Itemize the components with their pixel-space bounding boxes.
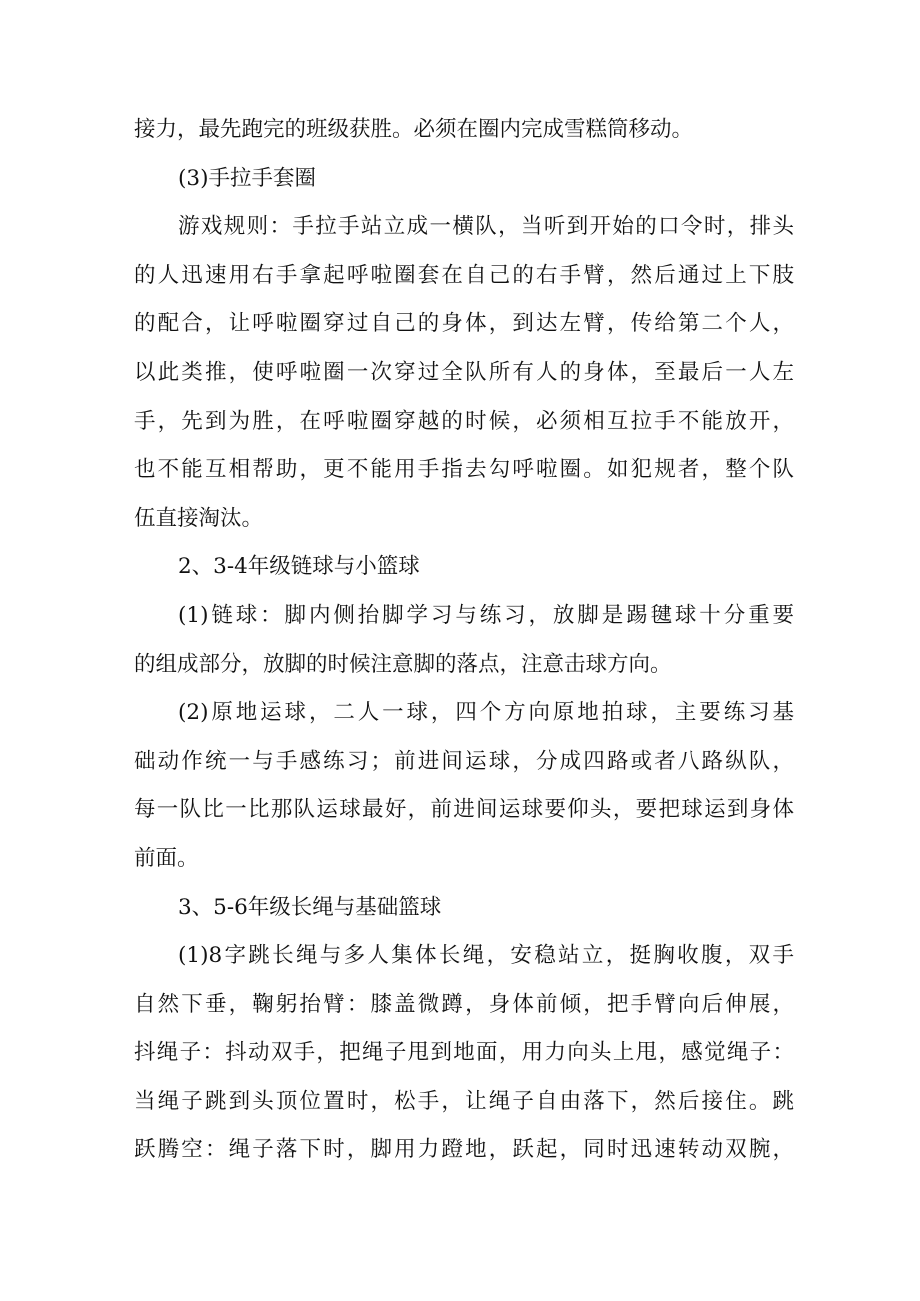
text-line: 接力，最先跑完的班级获胜。必须在圈内完成雪糕筒移动。: [134, 117, 694, 142]
text-line: 跃腾空：绳子落下时，脚用力蹬地，跃起，同时迅速转动双腕，: [134, 1137, 794, 1163]
text-line: 自然下垂，鞠躬抬臂：膝盖微蹲，身体前倾，把手臂向后伸展，: [134, 991, 794, 1017]
text-line: 的配合，让呼啦圈穿过自己的身体，到达左臂，传给第二个人，: [134, 311, 794, 337]
body-text: [134, 106, 794, 1175]
text-line: (1)8字跳长绳与多人集体长绳，安稳站立，挺胸收腹，双手: [178, 943, 794, 969]
text-line: (3)手拉手套圈: [178, 165, 316, 191]
text-line: 础动作统一与手感练习；前进间运球，分成四路或者八路纵队，: [134, 748, 794, 774]
text-line: 当绳子跳到头顶位置时，松手，让绳子自由落下，然后接住。跳: [134, 1088, 794, 1114]
text-line: 手，先到为胜，在呼啦圈穿越的时候，必须相互拉手不能放开，: [134, 408, 794, 434]
text-line: 每一队比一比那队运球最好，前进间运球要仰头，要把球运到身体: [134, 797, 794, 823]
text-line: 的组成部分，放脚的时候注意脚的落点，注意击球方向。: [134, 651, 672, 677]
text-line: 前面。: [134, 845, 199, 871]
text-line: 2、3-4年级链球与小篮球: [178, 554, 420, 580]
text-line: 3、5-6年级长绳与基础篮球: [178, 894, 442, 920]
text-line: 也不能互相帮助，更不能用手指去勾呼啦圈。如犯规者，整个队: [134, 457, 794, 483]
text-line: 伍直接淘汰。: [134, 505, 264, 531]
text-line: 以此类推，使呼啦圈一次穿过全队所有人的身体，至最后一人左: [134, 359, 794, 385]
text-line: (2)原地运球，二人一球，四个方向原地拍球，主要练习基: [178, 700, 794, 726]
text-line: (1)链球：脚内侧抬脚学习与练习，放脚是踢毽球十分重要: [178, 602, 794, 628]
text-line: 的人迅速用右手拿起呼啦圈套在自己的右手臂，然后通过上下肢: [134, 262, 794, 288]
text-line: 抖绳子：抖动双手，把绳子甩到地面，用力向头上甩，感觉绳子：: [134, 1040, 794, 1066]
text-line: 游戏规则：手拉手站立成一横队，当听到开始的口令时，排头: [178, 214, 794, 240]
